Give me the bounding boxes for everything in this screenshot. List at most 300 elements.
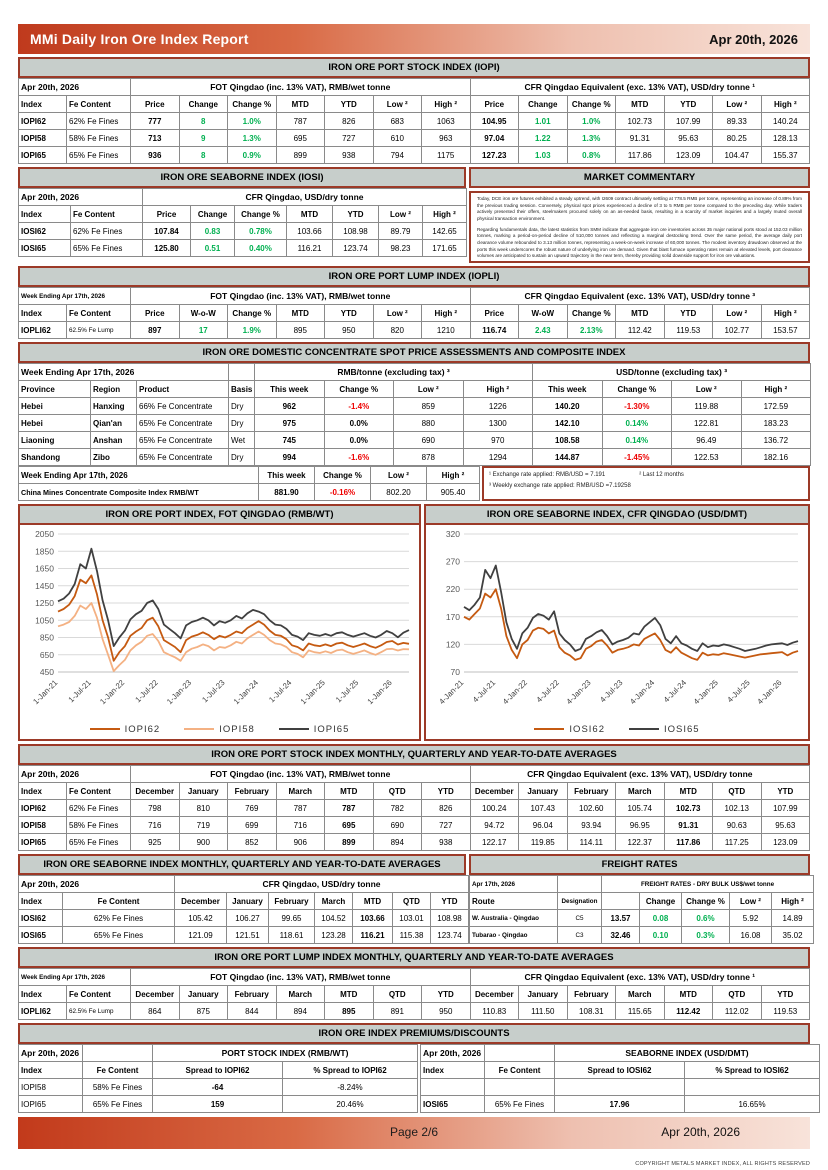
table-cell: January: [179, 986, 228, 1003]
iosi-column: [18, 164, 466, 263]
table-cell: MTD: [276, 96, 325, 113]
table-cell: 963: [422, 130, 471, 147]
table-cell: 894: [373, 834, 422, 851]
table-cell: YTD: [431, 893, 469, 910]
table-cell: 108.58: [533, 432, 603, 449]
table-cell: 172.59: [741, 398, 811, 415]
svg-text:1-Jan-21: 1-Jan-21: [31, 678, 60, 707]
table-cell: Index: [19, 893, 63, 910]
table-cell: 880: [394, 415, 464, 432]
table-cell: 0.10: [640, 927, 682, 944]
table-cell: 62% Fe Fines: [67, 800, 131, 817]
table-cell: Change %: [235, 206, 287, 223]
freight-rates-table: [469, 875, 810, 944]
table-cell: 62% Fe Fines: [71, 223, 143, 240]
table-cell: 122.53: [672, 449, 742, 466]
table-cell: Qian'an: [91, 415, 137, 432]
table-cell: 104.47: [713, 147, 762, 164]
table-cell: Index: [19, 305, 67, 322]
table-cell: 116.74: [470, 322, 519, 339]
commentary-paragraph: Regarding fundamentals data, the latest statistics from SMM indicate that aggregate iron ore inventories across 35 major national ports stood at 152.03 million tonnes, marking a period-on-period decline of 510,000 tonnes and reflecting a marginal destocking trend. Over the same period, the average daily port clearance volume rebounded to 3.13 million tonnes, representing a week-on-week increase of 60,000 tonnes. The modest inventory drawdown observed at the ports this week underscores the robust nature of underlying iron ore demand. Given that blast furnace operating rates remain at elevated levels, port clearance volumes are anticipated to sustain an upward trajectory in the near term, thereby providing solid downside support for iron ore valuations.: [477, 226, 802, 259]
table-cell: YTD: [333, 206, 379, 223]
table-cell: 108.98: [431, 910, 469, 927]
table-cell: Low ²: [394, 381, 464, 398]
table-cell: Shandong: [19, 449, 91, 466]
table-cell: 0.40%: [235, 240, 287, 257]
table-cell: 1.3%: [228, 130, 277, 147]
table-cell: 14.89: [772, 910, 814, 927]
iosi-commentary-row: [18, 164, 810, 263]
table-cell: 1175: [422, 147, 471, 164]
table-cell: Hebei: [19, 415, 91, 432]
table-cell: Spread to IOSI62: [555, 1062, 685, 1079]
table-cell: Fe Content: [67, 986, 131, 1003]
table-cell: 719: [179, 817, 228, 834]
table-cell: 89.33: [713, 113, 762, 130]
table-cell: 111.50: [519, 1003, 568, 1020]
composite-index-row: [18, 466, 810, 501]
table-cell: 58% Fe Fines: [67, 130, 131, 147]
table-cell: 777: [131, 113, 180, 130]
table-cell: 0.14%: [602, 415, 672, 432]
table-cell: 115.38: [393, 927, 431, 944]
market-commentary-text: [469, 191, 810, 263]
table-cell: 716: [276, 817, 325, 834]
table-cell: High ²: [427, 467, 480, 484]
table-cell: 116.21: [353, 927, 393, 944]
table-cell: 802.20: [371, 484, 427, 501]
table-cell: 1063: [422, 113, 471, 130]
table-cell: 65% Fe Concentrate: [137, 415, 229, 432]
svg-text:1-Jul-25: 1-Jul-25: [333, 678, 361, 705]
legend-line-swatch: [629, 728, 659, 731]
table-cell: 112.42: [616, 322, 665, 339]
table: [18, 466, 480, 501]
table-cell: Change %: [228, 305, 277, 322]
svg-text:170: 170: [445, 611, 460, 622]
table-cell: 106.27: [227, 910, 269, 927]
table-cell: MTD: [664, 986, 713, 1003]
table: [18, 188, 467, 257]
table-cell: 104.95: [470, 113, 519, 130]
table: [18, 287, 810, 339]
table-cell: MTD: [325, 986, 374, 1003]
table-cell: Apr 20th, 2026: [19, 189, 143, 206]
table-cell: 123.09: [664, 147, 713, 164]
chart-canvas: [428, 526, 806, 714]
section-header-iopi: IRON ORE PORT STOCK INDEX (IOPI): [18, 57, 810, 78]
table-cell: YTD: [761, 986, 810, 1003]
table-cell: 35.02: [772, 927, 814, 944]
legend-line-swatch: [279, 728, 309, 731]
table-cell: C5: [558, 910, 602, 927]
table-cell: W. Australia - Qingdao: [470, 910, 558, 927]
table-cell: 123.09: [761, 834, 810, 851]
table-cell: Week Ending Apr 17th, 2026: [19, 969, 131, 986]
table-cell: 1210: [422, 322, 471, 339]
table-cell: YTD: [664, 96, 713, 113]
table-cell: March: [276, 783, 325, 800]
table-cell: FOT Qingdao (inc. 13% VAT), RMB/wet tonne: [131, 766, 471, 783]
table-cell: 65% Fe Fines: [485, 1096, 555, 1113]
table-cell: 8: [179, 113, 228, 130]
table: [469, 875, 814, 944]
table-cell: QTD: [713, 986, 762, 1003]
svg-text:220: 220: [445, 584, 460, 595]
table-cell: Spread to IOPI62: [153, 1062, 283, 1079]
table-cell: Anshan: [91, 432, 137, 449]
table-cell: 787: [276, 800, 325, 817]
table-cell: 122.17: [470, 834, 519, 851]
table-cell: 0.8%: [567, 147, 616, 164]
chart-legend: [22, 719, 417, 739]
table-cell: 96.95: [616, 817, 665, 834]
table-cell: 0.08: [640, 910, 682, 927]
table-cell: [485, 1045, 555, 1062]
table-cell: 99.65: [269, 910, 315, 927]
table-cell: 98.23: [379, 240, 423, 257]
table-cell: PORT STOCK INDEX (RMB/WT): [153, 1045, 418, 1062]
section-header-sea-monthly: IRON ORE SEABORNE INDEX MONTHLY, QUARTERLY AND YEAR-TO-DATE AVERAGES: [18, 854, 466, 875]
commentary-paragraph: Today, DCE iron ore futures exhibited a steady uptrend, with I2609 contract ultimately settling at 778.5 RMB per tonne, representing an increase of 0.89% from the previous trading session. Conversely, physical spot prices experienced a decline of 3 to 5 RMB per tonne compared to the preceding day. While traders actively presented their offers, steelmakers procured solely on an as-needed basis, resulting in a scarcity of market inquiries and a largely muted overall physical transaction environment.: [477, 196, 802, 221]
table-cell: Change: [191, 206, 235, 223]
table-cell: China Mines Concentrate Composite Index RMB/WT: [19, 484, 259, 501]
table-cell: 0.0%: [324, 432, 394, 449]
seaborne-index-chart-box: [424, 504, 810, 741]
table-cell: 128.13: [761, 130, 810, 147]
port-index-chart: [20, 525, 419, 739]
table-cell: Dry: [229, 398, 255, 415]
page-number: Page 2/6: [389, 1125, 439, 1139]
table-cell: 62% Fe Fines: [67, 113, 131, 130]
table-cell: 122.81: [672, 415, 742, 432]
table-cell: 1.22: [519, 130, 568, 147]
table-cell: MTD: [616, 96, 665, 113]
table-cell: Low ²: [373, 96, 422, 113]
svg-text:1-Jan-25: 1-Jan-25: [298, 678, 327, 707]
table-cell: Index: [421, 1062, 485, 1079]
table-cell: 895: [325, 1003, 374, 1020]
svg-text:4-Jul-22: 4-Jul-22: [534, 678, 561, 705]
table-cell: FOT Qingdao (inc. 13% VAT), RMB/wet tonne: [131, 79, 471, 96]
footnote-weekly-exchange-rate: ³ Weekly exchange rate applied: RMB/USD =7.19258: [489, 482, 631, 489]
table-cell: 80.25: [713, 130, 762, 147]
svg-text:1250: 1250: [35, 598, 54, 608]
table-cell: 713: [131, 130, 180, 147]
table-cell: 182.16: [741, 449, 811, 466]
table-cell: 798: [131, 800, 180, 817]
table-cell: 122.37: [616, 834, 665, 851]
table-cell: IOSI65: [19, 927, 63, 944]
table-cell: February: [269, 893, 315, 910]
svg-text:1-Jul-24: 1-Jul-24: [267, 678, 294, 705]
table-cell: -1.6%: [324, 449, 394, 466]
svg-text:4-Jan-24: 4-Jan-24: [628, 678, 657, 707]
table-cell: 140.24: [761, 113, 810, 130]
table-cell: 895: [276, 322, 325, 339]
table-cell: YTD: [422, 783, 471, 800]
table-cell: 103.01: [393, 910, 431, 927]
table-cell: 699: [228, 817, 277, 834]
freight-column: [469, 851, 810, 944]
svg-text:2050: 2050: [35, 529, 54, 539]
table-cell: 938: [422, 834, 471, 851]
table-cell: 13.57: [602, 910, 640, 927]
svg-text:1-Jul-22: 1-Jul-22: [133, 678, 160, 705]
table-cell: IOPLI62: [19, 1003, 67, 1020]
table-cell: -1.30%: [602, 398, 672, 415]
table-cell: Price: [143, 206, 191, 223]
table-cell: 112.42: [664, 1003, 713, 1020]
table-cell: 119.53: [761, 1003, 810, 1020]
table-cell: 116.21: [287, 240, 333, 257]
table-cell: 117.86: [664, 834, 713, 851]
table-cell: 899: [325, 834, 374, 851]
table-cell: 1300: [463, 415, 533, 432]
table-cell: December: [175, 893, 227, 910]
table-cell: 115.65: [616, 1003, 665, 1020]
table-cell: 119.88: [672, 398, 742, 415]
table-cell: [485, 1079, 555, 1096]
table-cell: High ²: [422, 96, 471, 113]
table-cell: 107.84: [143, 223, 191, 240]
table-cell: -64: [153, 1079, 283, 1096]
table-cell: High ²: [761, 96, 810, 113]
table-cell: 683: [373, 113, 422, 130]
iopi-monthly-table: [18, 765, 810, 851]
table-cell: 153.57: [761, 322, 810, 339]
section-header-lump-monthly: IRON ORE PORT LUMP INDEX MONTHLY, QUARTERLY AND YEAR-TO-DATE AVERAGES: [18, 947, 810, 968]
table-cell: 8: [179, 147, 228, 164]
table-cell: Change %: [682, 893, 730, 910]
table-cell: 125.80: [143, 240, 191, 257]
table-cell: 0.83: [191, 223, 235, 240]
table-cell: 787: [325, 800, 374, 817]
table-cell: 142.10: [533, 415, 603, 432]
table-cell: 864: [131, 1003, 180, 1020]
table-cell: December: [470, 783, 519, 800]
svg-text:1-Jan-26: 1-Jan-26: [365, 678, 394, 707]
footer-bar: [18, 1117, 810, 1149]
table-cell: 171.65: [423, 240, 467, 257]
table-cell: Index: [19, 96, 67, 113]
table-cell: 93.94: [567, 817, 616, 834]
table-cell: 1.0%: [567, 113, 616, 130]
table-cell: [558, 876, 602, 893]
table-cell: IOPLI62: [19, 322, 67, 339]
table-cell: 20.46%: [283, 1096, 418, 1113]
report-date: Apr 20th, 2026: [709, 31, 798, 47]
table-cell: 119.85: [519, 834, 568, 851]
table-cell: -0.16%: [315, 484, 371, 501]
table-cell: Low ²: [730, 893, 772, 910]
table-cell: C3: [558, 927, 602, 944]
table-cell: Tubarao - Qingdao: [470, 927, 558, 944]
table-cell: 108.98: [333, 223, 379, 240]
table-cell: High ²: [463, 381, 533, 398]
table-cell: Price: [470, 96, 519, 113]
table-cell: IOPI58: [19, 130, 67, 147]
table-cell: 114.11: [567, 834, 616, 851]
table-cell: MTD: [287, 206, 333, 223]
table-cell: 102.73: [664, 800, 713, 817]
table-cell: 65% Fe Fines: [83, 1096, 153, 1113]
table-cell: 142.65: [423, 223, 467, 240]
table-cell: 994: [255, 449, 325, 466]
table-cell: 0.14%: [602, 432, 672, 449]
table-cell: February: [228, 986, 277, 1003]
section-header-iosi: IRON ORE SEABORNE INDEX (IOSI): [18, 167, 466, 188]
table-cell: 65% Fe Fines: [67, 834, 131, 851]
table-cell: Fe Content: [67, 783, 131, 800]
iosi-monthly-table: [18, 875, 466, 944]
legend-item: IOSI62: [534, 724, 605, 735]
table-cell: YTD: [422, 986, 471, 1003]
svg-text:1-Jul-21: 1-Jul-21: [66, 678, 93, 705]
svg-text:270: 270: [445, 556, 460, 567]
table-cell: Index: [19, 783, 67, 800]
table-cell: 0.3%: [682, 927, 730, 944]
table-cell: 0.0%: [324, 415, 394, 432]
table-cell: 155.37: [761, 147, 810, 164]
table-cell: Index: [19, 206, 71, 223]
table-cell: 894: [276, 1003, 325, 1020]
table-cell: 906: [276, 834, 325, 851]
section-header-freight: FREIGHT RATES: [469, 854, 810, 875]
table-cell: 62.5% Fe Lump: [67, 1003, 131, 1020]
iopi-table: [18, 78, 810, 164]
footnote-line-2: [489, 481, 803, 492]
table-cell: Low ²: [371, 467, 427, 484]
table-cell: 787: [276, 113, 325, 130]
table-cell: January: [519, 986, 568, 1003]
table-cell: 102.60: [567, 800, 616, 817]
table-cell: MTD: [616, 305, 665, 322]
table-cell: CFR Qingdao, USD/dry tonne: [143, 189, 467, 206]
table-cell: 58% Fe Fines: [83, 1079, 153, 1096]
table: [18, 765, 810, 851]
table-cell: 852: [228, 834, 277, 851]
table-cell: 0.78%: [235, 223, 287, 240]
table-cell: 900: [179, 834, 228, 851]
seaborne-index-chart: [426, 525, 808, 739]
table-cell: IOSI62: [19, 223, 71, 240]
table-cell: December: [131, 986, 180, 1003]
table-cell: 95.63: [761, 817, 810, 834]
iosi-table: [18, 188, 466, 257]
table-cell: Liaoning: [19, 432, 91, 449]
footnote-line-1: [489, 470, 803, 481]
table-cell: 875: [179, 1003, 228, 1020]
svg-text:4-Jan-22: 4-Jan-22: [500, 678, 530, 707]
table-cell: 897: [131, 322, 180, 339]
table-cell: Hebei: [19, 398, 91, 415]
table-cell: 104.52: [315, 910, 353, 927]
table-cell: 0.6%: [682, 910, 730, 927]
svg-text:1050: 1050: [35, 615, 54, 626]
table-cell: % Spread to IOPI62: [283, 1062, 418, 1079]
table-cell: Zibo: [91, 449, 137, 466]
table-cell: 119.53: [664, 322, 713, 339]
table-cell: Index: [19, 986, 67, 1003]
table-cell: 123.28: [315, 927, 353, 944]
table: [420, 1044, 820, 1113]
table-cell: 94.72: [470, 817, 519, 834]
table-cell: High ²: [772, 893, 814, 910]
table-cell: 17: [179, 322, 228, 339]
table-cell: This week: [259, 467, 315, 484]
domestic-concentrate-table: [18, 363, 810, 466]
chart-canvas: [22, 526, 417, 714]
table-cell: Dry: [229, 449, 255, 466]
table-cell: Change %: [228, 96, 277, 113]
table-cell: 121.09: [175, 927, 227, 944]
table-cell: [602, 893, 640, 910]
table-cell: QTD: [373, 986, 422, 1003]
premiums-row: [18, 1044, 810, 1113]
section-header-iopli: IRON ORE PORT LUMP INDEX (IOPLI): [18, 266, 810, 287]
seaborne-monthly-column: [18, 851, 466, 944]
table-cell: 100.24: [470, 800, 519, 817]
table-cell: 65% Fe Fines: [71, 240, 143, 257]
table-cell: Low ²: [672, 381, 742, 398]
table-cell: [229, 364, 255, 381]
svg-text:1650: 1650: [35, 563, 54, 574]
table-cell: 690: [394, 432, 464, 449]
table-cell: 91.31: [664, 817, 713, 834]
table: [18, 1044, 418, 1113]
table-cell: 96.04: [519, 817, 568, 834]
table-cell: 925: [131, 834, 180, 851]
table-cell: Low ²: [713, 305, 762, 322]
table-cell: 16.08: [730, 927, 772, 944]
table-cell: CFR Qingdao, USD/dry tonne: [175, 876, 469, 893]
table-cell: January: [227, 893, 269, 910]
table-cell: -1.45%: [602, 449, 672, 466]
svg-text:4-Jan-21: 4-Jan-21: [437, 678, 466, 707]
table-cell: FOT Qingdao (inc. 13% VAT), RMB/wet tonne: [131, 969, 471, 986]
table-cell: W-o-W: [179, 305, 228, 322]
table-cell: 123.74: [431, 927, 469, 944]
table-cell: 610: [373, 130, 422, 147]
table-cell: Apr 20th, 2026: [421, 1045, 485, 1062]
table-cell: High ²: [423, 206, 467, 223]
legend-item: IOPI58: [184, 724, 255, 735]
table: [18, 875, 469, 944]
table-cell: 66% Fe Concentrate: [137, 398, 229, 415]
table-cell: 89.79: [379, 223, 423, 240]
table-cell: High ²: [761, 305, 810, 322]
svg-text:1-Jan-23: 1-Jan-23: [164, 678, 194, 707]
seaborne-monthly-freight-row: [18, 851, 810, 944]
table-cell: IOPI58: [19, 817, 67, 834]
table-cell: 5.92: [730, 910, 772, 927]
svg-text:4-Jul-21: 4-Jul-21: [470, 678, 498, 705]
chart-title-port: IRON ORE PORT INDEX, FOT QINGDAO (RMB/WT): [20, 506, 419, 525]
port-index-chart-box: [18, 504, 421, 741]
table-cell: IOSI62: [19, 910, 63, 927]
table-cell: 1.9%: [228, 322, 277, 339]
table-cell: Change %: [567, 305, 616, 322]
table-cell: 108.31: [567, 1003, 616, 1020]
svg-text:1450: 1450: [35, 580, 54, 591]
section-header-commentary: MARKET COMMENTARY: [469, 167, 810, 188]
table-cell: 0.51: [191, 240, 235, 257]
table-cell: 110.83: [470, 1003, 519, 1020]
table-cell: 826: [422, 800, 471, 817]
table-cell: 32.46: [602, 927, 640, 944]
table-cell: MTD: [664, 783, 713, 800]
